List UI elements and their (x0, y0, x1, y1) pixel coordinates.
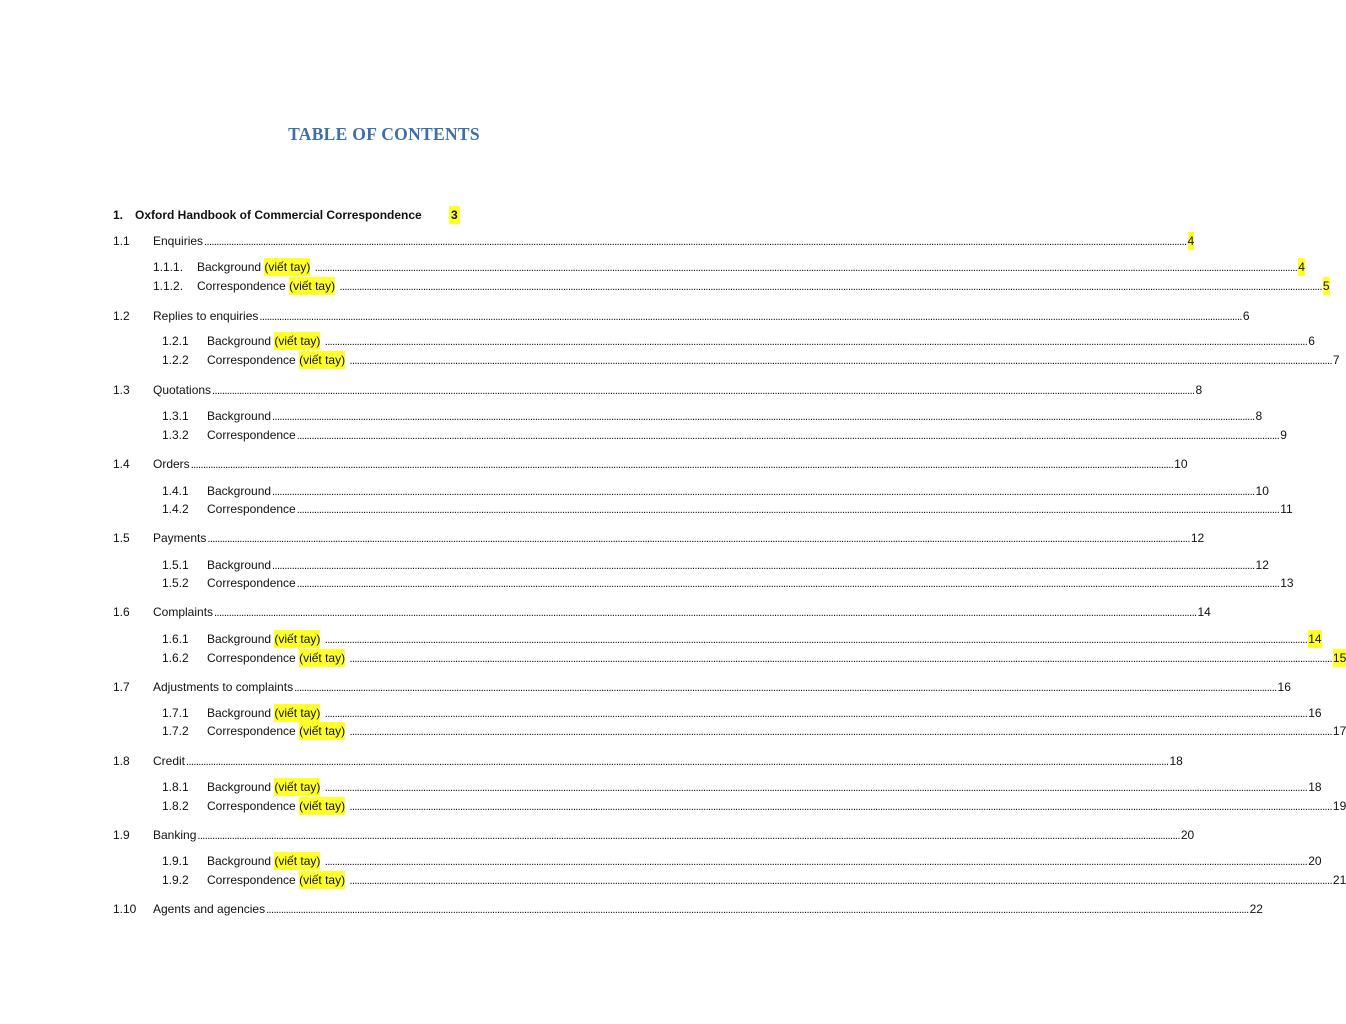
toc-entry-note: (viết tay) (299, 353, 346, 367)
toc-entry-label: Background (207, 558, 272, 572)
toc-entry-number: 1.1 (113, 234, 130, 248)
dot-leader: ................................................................................................................................................................................................................................................................................................................................................................................................................ (214, 607, 1197, 619)
toc-entry-label: Enquiries (153, 234, 204, 248)
toc-entry-1-8-1[interactable] (162, 778, 1322, 796)
toc-entry-number: 1.3.1 (162, 409, 189, 423)
dot-leader: ................................................................................................................................................................................................................................................................................................................................................................................................................ (349, 726, 1332, 738)
toc-entry-note: (viết tay) (274, 632, 321, 646)
toc-entry-label: Background (207, 854, 272, 868)
toc-entry-number: 1.5.2 (162, 576, 189, 590)
toc-entry-number: 1.4 (113, 457, 130, 471)
toc-entry-number: 1.5.1 (162, 558, 189, 572)
toc-entry-number: 1.2.1 (162, 334, 189, 348)
toc-entry-1-4-2[interactable] (162, 500, 1293, 518)
toc-entry-label: Background (197, 260, 262, 274)
toc-entry-label: Orders (153, 457, 190, 471)
toc-entry-number: 1.2 (113, 309, 130, 323)
dot-leader: ................................................................................................................................................................................................................................................................................................................................................................................................................ (349, 653, 1332, 665)
toc-entry-page-number: 18 (1308, 780, 1322, 794)
toc-entry-1-6[interactable] (113, 603, 1211, 621)
toc-entry-1-5-2[interactable] (162, 574, 1294, 592)
chapter-page-number: 3 (451, 208, 458, 222)
toc-entry-1-5[interactable] (113, 529, 1205, 547)
toc-entry-page-number: 10 (1174, 457, 1188, 471)
dot-leader: ................................................................................................................................................................................................................................................................................................................................................................................................................ (190, 459, 1174, 471)
toc-entry-label: Replies to enquiries (153, 309, 259, 323)
dot-leader: ................................................................................................................................................................................................................................................................................................................................................................................................................ (324, 708, 1308, 720)
toc-entry-1-9-1[interactable] (162, 852, 1322, 870)
toc-entry-1-4-1[interactable] (162, 482, 1269, 500)
toc-entry-number: 1.8 (113, 754, 130, 768)
toc-entry-number: 1.7 (113, 680, 130, 694)
toc-entry-label: Complaints (153, 605, 214, 619)
toc-entry-note: (viết tay) (274, 854, 321, 868)
toc-entry-page-number: 4 (1298, 260, 1305, 274)
toc-entry-page-number: 6 (1308, 334, 1315, 348)
toc-entry-label: Background (207, 632, 272, 646)
toc-entry-note: (viết tay) (299, 724, 346, 738)
toc-entry-1-9-2[interactable] (162, 871, 1346, 889)
chapter-number: 1. (113, 208, 124, 222)
toc-entry-label: Adjustments to complaints (153, 680, 294, 694)
toc-entry-page-number: 18 (1169, 754, 1183, 768)
toc-entry-number: 1.8.2 (162, 799, 189, 813)
toc-entry-1-1[interactable] (113, 232, 1195, 250)
toc-entry-page-number: 11 (1280, 502, 1293, 516)
toc-entry-1-10[interactable] (113, 900, 1263, 918)
dot-leader: ................................................................................................................................................................................................................................................................................................................................................................................................................ (186, 756, 1169, 768)
toc-entry-page-number: 8 (1195, 383, 1203, 397)
toc-entry-1-2[interactable] (113, 307, 1250, 325)
dot-leader: ................................................................................................................................................................................................................................................................................................................................................................................................................ (259, 311, 1242, 323)
toc-chapter-1[interactable] (113, 206, 458, 224)
dot-leader: ................................................................................................................................................................................................................................................................................................................................................................................................................ (349, 875, 1332, 887)
dot-leader: ................................................................................................................................................................................................................................................................................................................................................................................................................ (294, 682, 1277, 694)
toc-entry-page-number: 6 (1242, 309, 1250, 323)
toc-entry-number: 1.9 (113, 828, 130, 842)
toc-entry-label: Correspondence (207, 651, 296, 665)
toc-entry-number: 1.1.2. (153, 279, 184, 293)
toc-entry-page-number: 21 (1332, 873, 1346, 887)
toc-entry-label: Background (207, 706, 272, 720)
toc-entry-1-9[interactable] (113, 826, 1195, 844)
toc-entry-number: 1.8.1 (162, 780, 189, 794)
toc-entry-label: Background (207, 334, 272, 348)
toc-entry-page-number: 10 (1255, 484, 1269, 498)
toc-entry-number: 1.7.2 (162, 724, 189, 738)
toc-entry-1-3[interactable] (113, 381, 1203, 399)
toc-entry-note: (viết tay) (274, 334, 321, 348)
dot-leader: ................................................................................................................................................................................................................................................................................................................................................................................................................ (324, 782, 1308, 794)
toc-entry-label: Payments (153, 531, 207, 545)
toc-entry-label: Background (207, 484, 272, 498)
toc-entry-number: 1.3.2 (162, 428, 189, 442)
toc-entry-1-7[interactable] (113, 678, 1291, 696)
toc-entry-label: Correspondence (207, 799, 296, 813)
toc-entry-page-number: 5 (1322, 279, 1330, 293)
toc-entry-label: Background (207, 409, 272, 423)
toc-entry-number: 1.2.2 (162, 353, 189, 367)
toc-entry-1-7-2[interactable] (162, 722, 1346, 740)
toc-entry-note: (viết tay) (264, 260, 311, 274)
toc-entry-number: 1.4.2 (162, 502, 189, 516)
toc-entry-1-2-1[interactable] (162, 332, 1315, 350)
toc-entry-label: Correspondence (207, 873, 296, 887)
toc-entry-page-number: 19 (1332, 799, 1346, 813)
toc-entry-note: (viết tay) (274, 780, 321, 794)
toc-entry-number: 1.4.1 (162, 484, 189, 498)
dot-leader: ................................................................................................................................................................................................................................................................................................................................................................................................................ (324, 336, 1308, 348)
toc-entry-label: Correspondence (197, 279, 286, 293)
toc-entry-label: Background (207, 780, 272, 794)
dot-leader: ................................................................................................................................................................................................................................................................................................................................................................................................................ (296, 504, 1280, 516)
toc-entry-1-4[interactable] (113, 455, 1188, 473)
toc-entry-1-6-1[interactable] (162, 630, 1322, 648)
toc-entry-1-8-2[interactable] (162, 797, 1346, 815)
toc-entry-page-number: 16 (1308, 706, 1322, 720)
dot-leader: ................................................................................................................................................................................................................................................................................................................................................................................................................ (272, 411, 1255, 423)
dot-leader: ................................................................................................................................................................................................................................................................................................................................................................................................................ (197, 830, 1180, 842)
toc-entry-page-number: 22 (1249, 902, 1263, 916)
toc-entry-page-number: 13 (1280, 576, 1294, 590)
dot-leader: ................................................................................................................................................................................................................................................................................................................................................................................................................ (272, 486, 1255, 498)
toc-entry-note: (viết tay) (299, 799, 346, 813)
toc-entry-number: 1.6 (113, 605, 130, 619)
toc-entry-number: 1.3 (113, 383, 130, 397)
toc-entry-page-number: 20 (1308, 854, 1322, 868)
toc-entry-number: 1.9.1 (162, 854, 189, 868)
toc-entry-number: 1.9.2 (162, 873, 189, 887)
dot-leader: ................................................................................................................................................................................................................................................................................................................................................................................................................ (349, 801, 1332, 813)
toc-entry-page-number: 16 (1277, 680, 1291, 694)
toc-entry-number: 1.5 (113, 531, 130, 545)
toc-entry-page-number: 8 (1255, 409, 1263, 423)
toc-entry-label: Correspondence (207, 502, 296, 516)
toc-entry-label: Correspondence (207, 428, 296, 442)
toc-entry-note: (viết tay) (299, 873, 346, 887)
toc-entry-label: Credit (153, 754, 186, 768)
toc-entry-page-number: 17 (1332, 724, 1346, 738)
dot-leader: ................................................................................................................................................................................................................................................................................................................................................................................................................ (339, 281, 1322, 293)
toc-entry-page-number: 12 (1190, 531, 1205, 545)
toc-entry-number: 1.6.2 (162, 651, 189, 665)
toc-entry-number: 1.7.1 (162, 706, 189, 720)
toc-entry-number: 1.6.1 (162, 632, 189, 646)
toc-entry-number: 1.10 (113, 902, 137, 916)
dot-leader: ................................................................................................................................................................................................................................................................................................................................................................................................................ (296, 430, 1280, 442)
toc-entry-1-7-1[interactable] (162, 704, 1322, 722)
toc-entry-note: (viết tay) (299, 651, 346, 665)
toc-entry-1-5-1[interactable] (162, 556, 1269, 574)
toc-entry-label: Correspondence (207, 353, 296, 367)
toc-entry-note: (viết tay) (274, 706, 321, 720)
toc-entry-page-number: 14 (1197, 605, 1211, 619)
toc-entry-page-number: 14 (1308, 632, 1322, 646)
dot-leader: ................................................................................................................................................................................................................................................................................................................................................................................................................ (314, 262, 1298, 274)
dot-leader: ................................................................................................................................................................................................................................................................................................................................................................................................................ (272, 560, 1255, 572)
toc-entry-1-3-2[interactable] (162, 426, 1287, 444)
dot-leader: ................................................................................................................................................................................................................................................................................................................................................................................................................ (204, 236, 1187, 248)
toc-entry-1-2-2[interactable] (162, 351, 1340, 369)
toc-entry-page-number: 15 (1332, 651, 1346, 665)
toc-entry-label: Correspondence (207, 724, 296, 738)
toc-entry-number: 1.1.1. (153, 260, 184, 274)
dot-leader: ................................................................................................................................................................................................................................................................................................................................................................................................................ (207, 533, 1190, 545)
toc-entry-1-6-2[interactable] (162, 649, 1346, 667)
toc-entry-label: Quotations (153, 383, 212, 397)
dot-leader: ................................................................................................................................................................................................................................................................................................................................................................................................................ (212, 385, 1195, 397)
toc-entry-1-8[interactable] (113, 752, 1183, 770)
dot-leader: ................................................................................................................................................................................................................................................................................................................................................................................................................ (266, 904, 1249, 916)
dot-leader: ................................................................................................................................................................................................................................................................................................................................................................................................................ (324, 634, 1308, 646)
toc-entry-page-number: 7 (1332, 353, 1340, 367)
toc-entry-label: Correspondence (207, 576, 296, 590)
page-title: TABLE OF CONTENTS (288, 124, 480, 144)
chapter-label: Oxford Handbook of Commercial Correspondence (135, 208, 422, 222)
toc-entry-1-3-1[interactable] (162, 407, 1263, 425)
dot-leader: ................................................................................................................................................................................................................................................................................................................................................................................................................ (324, 856, 1308, 868)
toc-entry-note: (viết tay) (289, 279, 336, 293)
toc-entry-page-number: 9 (1280, 428, 1287, 442)
toc-entry-page-number: 4 (1187, 234, 1195, 248)
dot-leader: ................................................................................................................................................................................................................................................................................................................................................................................................................ (296, 578, 1280, 590)
dot-leader: ................................................................................................................................................................................................................................................................................................................................................................................................................ (349, 355, 1332, 367)
toc-entry-1-1-2[interactable] (153, 277, 1330, 295)
toc-entry-label: Agents and agencies (153, 902, 266, 916)
toc-entry-page-number: 20 (1180, 828, 1195, 842)
toc-entry-1-1-1[interactable] (153, 258, 1305, 276)
toc-entry-label: Banking (153, 828, 197, 842)
toc-entry-page-number: 12 (1255, 558, 1269, 572)
